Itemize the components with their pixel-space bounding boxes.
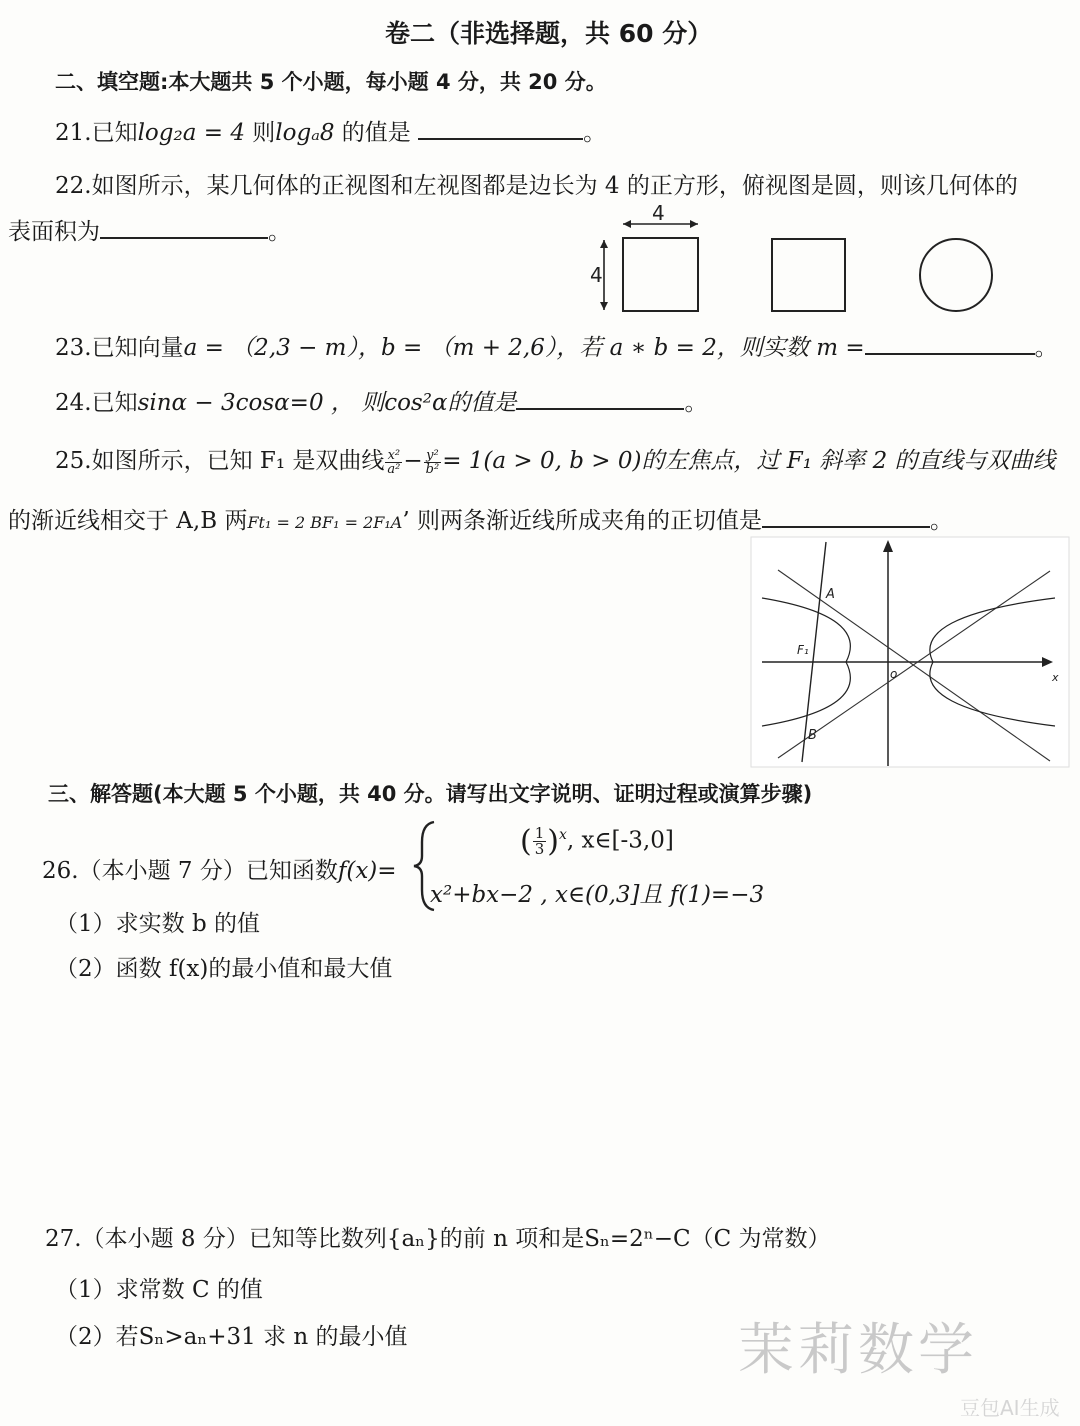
q23-answer-blank[interactable] <box>865 331 1035 355</box>
q25-vector-condition: Ft₁ = 2 BF₁ = 2F₁A <box>247 513 403 532</box>
q23-lead: 23.已知向量 <box>55 335 184 361</box>
q25-line2-c: ’ 则两条渐近线所成夹角的正切值是 <box>402 508 762 534</box>
point-a-label: A <box>826 587 835 602</box>
q21-end: 。 <box>583 120 607 146</box>
q21-expr2: logₐ8 <box>275 120 335 146</box>
q26-case1 <box>520 824 674 859</box>
q22-three-views <box>580 200 1000 320</box>
q27-sub1: （1）求常数 C 的值 <box>55 1277 263 1303</box>
q21-mid: 则 <box>244 120 276 146</box>
q26-case2: x²+bx−2 , x∈(0,3]且 f(1)=−3 <box>430 882 765 908</box>
section2-title: 二、填空题:本大题共 5 个小题，每小题 4 分，共 20 分。 <box>55 70 607 94</box>
question-23 <box>55 329 1058 362</box>
q26-sub2: （2）函数 f(x)的最小值和最大值 <box>55 956 393 982</box>
q26-lead: 26.（本小题 7 分）已知函数 <box>42 858 338 884</box>
q24-end: 。 <box>684 390 708 416</box>
q25-line2-a: 的渐近线相交于 A,B 两 <box>8 508 248 534</box>
question-21 <box>55 114 606 147</box>
q26-fx: f(x)= <box>337 858 397 884</box>
q27-sub2: （2）若Sₙ>aₙ+31 求 n 的最小值 <box>55 1324 408 1350</box>
q21-lead: 21.已知 <box>55 120 138 146</box>
q23-expr: a = （2,3 − m），b = （m + 2,6），若 a ∗ b = 2，则实数 m = <box>183 335 865 361</box>
question-25-line1 <box>55 442 1056 476</box>
side-view-square <box>772 239 845 311</box>
q26-case1-base: $\frac{1}{3}$ <box>534 824 545 858</box>
top-view-circle <box>920 239 992 311</box>
q27-line: 27.（本小题 8 分）已知等比数列{aₙ}的前 n 项和是Sₙ=2ⁿ−C（C 为常数） <box>45 1226 831 1252</box>
front-view-square <box>623 238 698 311</box>
q21-answer-blank[interactable] <box>418 116 583 140</box>
question-25-line2 <box>8 502 953 535</box>
q25-hyperbola-graph <box>750 536 1070 768</box>
q24-lead: 24.已知 <box>55 390 138 416</box>
q25-lead: 25.如图所示，已知 F₁ 是双曲线 <box>55 448 385 474</box>
q21-tail: 的值是 <box>334 120 411 146</box>
q22-line2-text: 表面积为 <box>8 219 100 245</box>
q25-end: 。 <box>929 508 953 534</box>
q26-case1-paren-close: ) <box>547 824 559 859</box>
q21-expr1: log₂a = 4 <box>137 120 245 146</box>
q26-case1-paren-open: ( <box>520 824 532 859</box>
watermark-main: 茉莉数学 <box>738 1318 978 1383</box>
question-22-line2 <box>8 213 291 246</box>
q26-sub1: （1）求实数 b 的值 <box>55 911 260 937</box>
q23-end: 。 <box>1034 335 1058 361</box>
question-24 <box>55 384 707 417</box>
question-22-line1: 22.如图所示，某几何体的正视图和左视图都是边长为 4 的正方形，俯视图是圆，则该几何体的 <box>55 173 1018 199</box>
q22-end: 。 <box>268 219 291 245</box>
q22-answer-blank[interactable] <box>100 215 268 239</box>
section3-title: 三、解答题(本大题 5 个小题，共 40 分。请写出文字说明、证明过程或演算步骤) <box>48 782 813 806</box>
q25-minus: − <box>403 448 423 474</box>
top-dimension-label: 4 <box>652 201 665 225</box>
paper-title: 卷二（非选择题，共 60 分） <box>385 19 713 48</box>
q24-answer-blank[interactable] <box>516 386 684 410</box>
q25-frac-y: $\frac{\text{y²}}{\text{b²}}$ <box>425 447 440 477</box>
left-dimension-label: 4 <box>590 263 603 287</box>
q25-frac-x: $\frac{\text{x²}}{\text{a²}}$ <box>387 447 401 477</box>
q25-tail1: = 1(a > 0, b > 0)的左焦点，过 F₁ 斜率 2 的直线与双曲线 <box>442 448 1056 474</box>
question-26-lead <box>42 852 397 885</box>
q25-answer-blank[interactable] <box>762 504 930 528</box>
q24-expr: sinα − 3cosα=0 ， 则cos²α的值是 <box>137 390 517 416</box>
point-b-label: B <box>808 728 817 743</box>
q26-case1-domain: , x∈[-3,0] <box>566 827 674 854</box>
watermark-small: 豆包AI生成 <box>960 1396 1060 1420</box>
focus-f1-label: F₁ <box>797 643 809 657</box>
q26-case1-exponent: x <box>558 826 567 843</box>
origin-label: o <box>890 667 898 681</box>
x-axis-label: x <box>1052 671 1059 684</box>
